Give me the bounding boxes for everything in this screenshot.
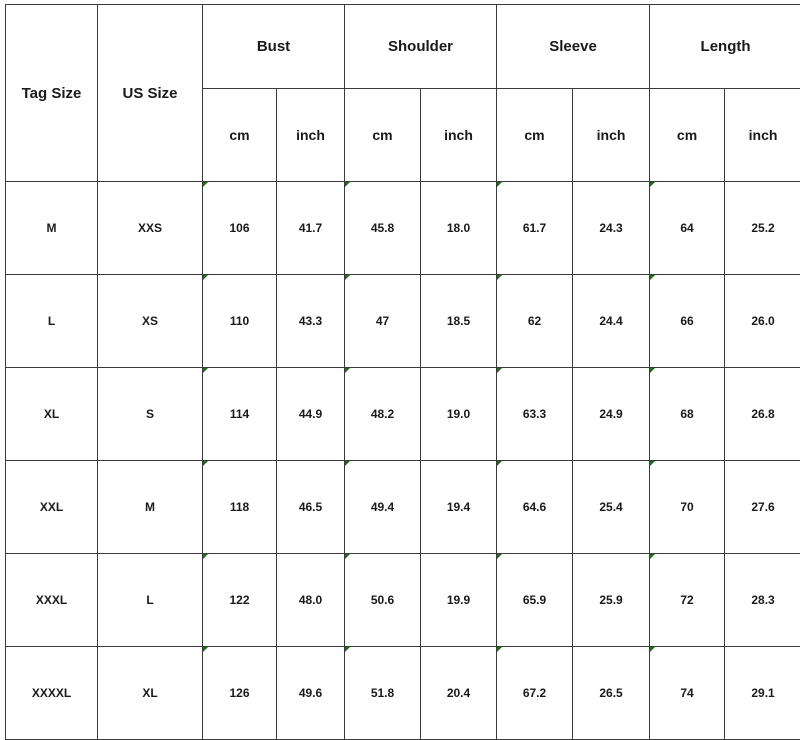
bust-cm-cell: 114 xyxy=(203,368,277,461)
length-inch-cell: 27.6 xyxy=(725,461,800,554)
bust-inch-cell: 44.9 xyxy=(277,368,345,461)
us-size-cell: M xyxy=(98,461,203,554)
length-cm-cell: 66 xyxy=(650,275,725,368)
length-inch-cell: 26.0 xyxy=(725,275,800,368)
bust-cm-cell: 122 xyxy=(203,554,277,647)
header-sleeve: Sleeve xyxy=(497,5,650,89)
sleeve-cm-cell: 64.6 xyxy=(497,461,573,554)
table-row xyxy=(6,647,800,740)
table-row xyxy=(6,554,800,647)
us-size-cell: XXS xyxy=(98,182,203,275)
length-inch-cell: 29.1 xyxy=(725,647,800,740)
sleeve-inch-cell: 24.3 xyxy=(573,182,650,275)
tag-size-cell: M xyxy=(6,182,98,275)
header-shoulder: Shoulder xyxy=(345,5,497,89)
table-row xyxy=(6,275,800,368)
bust-cm-cell: 126 xyxy=(203,647,277,740)
sleeve-cm-cell: 62 xyxy=(497,275,573,368)
table-row xyxy=(6,368,800,461)
header-bust: Bust xyxy=(203,5,345,89)
shoulder-cm-cell: 47 xyxy=(345,275,421,368)
header-length: Length xyxy=(650,5,800,89)
length-cm-cell: 74 xyxy=(650,647,725,740)
unit-header-length-inch: inch xyxy=(725,89,800,182)
header-row-groups xyxy=(6,5,800,89)
sleeve-inch-cell: 25.9 xyxy=(573,554,650,647)
tag-size-cell: L xyxy=(6,275,98,368)
bust-cm-cell: 106 xyxy=(203,182,277,275)
bust-inch-cell: 43.3 xyxy=(277,275,345,368)
unit-header-length-cm: cm xyxy=(650,89,725,182)
sleeve-inch-cell: 24.9 xyxy=(573,368,650,461)
bust-inch-cell: 48.0 xyxy=(277,554,345,647)
bust-cm-cell: 110 xyxy=(203,275,277,368)
length-cm-cell: 68 xyxy=(650,368,725,461)
table-row xyxy=(6,182,800,275)
shoulder-inch-cell: 18.0 xyxy=(421,182,497,275)
sleeve-cm-cell: 63.3 xyxy=(497,368,573,461)
shoulder-cm-cell: 48.2 xyxy=(345,368,421,461)
us-size-cell: XL xyxy=(98,647,203,740)
tag-size-cell: XL xyxy=(6,368,98,461)
unit-header-sleeve-cm: cm xyxy=(497,89,573,182)
length-inch-cell: 26.8 xyxy=(725,368,800,461)
shoulder-inch-cell: 19.9 xyxy=(421,554,497,647)
bust-inch-cell: 41.7 xyxy=(277,182,345,275)
shoulder-inch-cell: 20.4 xyxy=(421,647,497,740)
length-cm-cell: 72 xyxy=(650,554,725,647)
sleeve-cm-cell: 67.2 xyxy=(497,647,573,740)
header-us-size: US Size xyxy=(98,5,203,182)
table-row xyxy=(6,461,800,554)
length-inch-cell: 28.3 xyxy=(725,554,800,647)
length-inch-cell: 25.2 xyxy=(725,182,800,275)
length-cm-cell: 64 xyxy=(650,182,725,275)
tag-size-cell: XXXL xyxy=(6,554,98,647)
us-size-cell: XS xyxy=(98,275,203,368)
unit-header-sleeve-inch: inch xyxy=(573,89,650,182)
bust-inch-cell: 49.6 xyxy=(277,647,345,740)
length-cm-cell: 70 xyxy=(650,461,725,554)
tag-size-cell: XXL xyxy=(6,461,98,554)
shoulder-inch-cell: 19.0 xyxy=(421,368,497,461)
shoulder-inch-cell: 19.4 xyxy=(421,461,497,554)
unit-header-shoulder-cm: cm xyxy=(345,89,421,182)
size-chart-table xyxy=(5,4,800,740)
us-size-cell: S xyxy=(98,368,203,461)
sleeve-cm-cell: 65.9 xyxy=(497,554,573,647)
sleeve-cm-cell: 61.7 xyxy=(497,182,573,275)
shoulder-cm-cell: 49.4 xyxy=(345,461,421,554)
us-size-cell: L xyxy=(98,554,203,647)
shoulder-cm-cell: 50.6 xyxy=(345,554,421,647)
sleeve-inch-cell: 26.5 xyxy=(573,647,650,740)
tag-size-cell: XXXXL xyxy=(6,647,98,740)
unit-header-shoulder-inch: inch xyxy=(421,89,497,182)
bust-cm-cell: 118 xyxy=(203,461,277,554)
unit-header-bust-cm: cm xyxy=(203,89,277,182)
bust-inch-cell: 46.5 xyxy=(277,461,345,554)
shoulder-cm-cell: 45.8 xyxy=(345,182,421,275)
shoulder-cm-cell: 51.8 xyxy=(345,647,421,740)
sleeve-inch-cell: 25.4 xyxy=(573,461,650,554)
sleeve-inch-cell: 24.4 xyxy=(573,275,650,368)
unit-header-bust-inch: inch xyxy=(277,89,345,182)
header-tag-size: Tag Size xyxy=(6,5,98,182)
shoulder-inch-cell: 18.5 xyxy=(421,275,497,368)
